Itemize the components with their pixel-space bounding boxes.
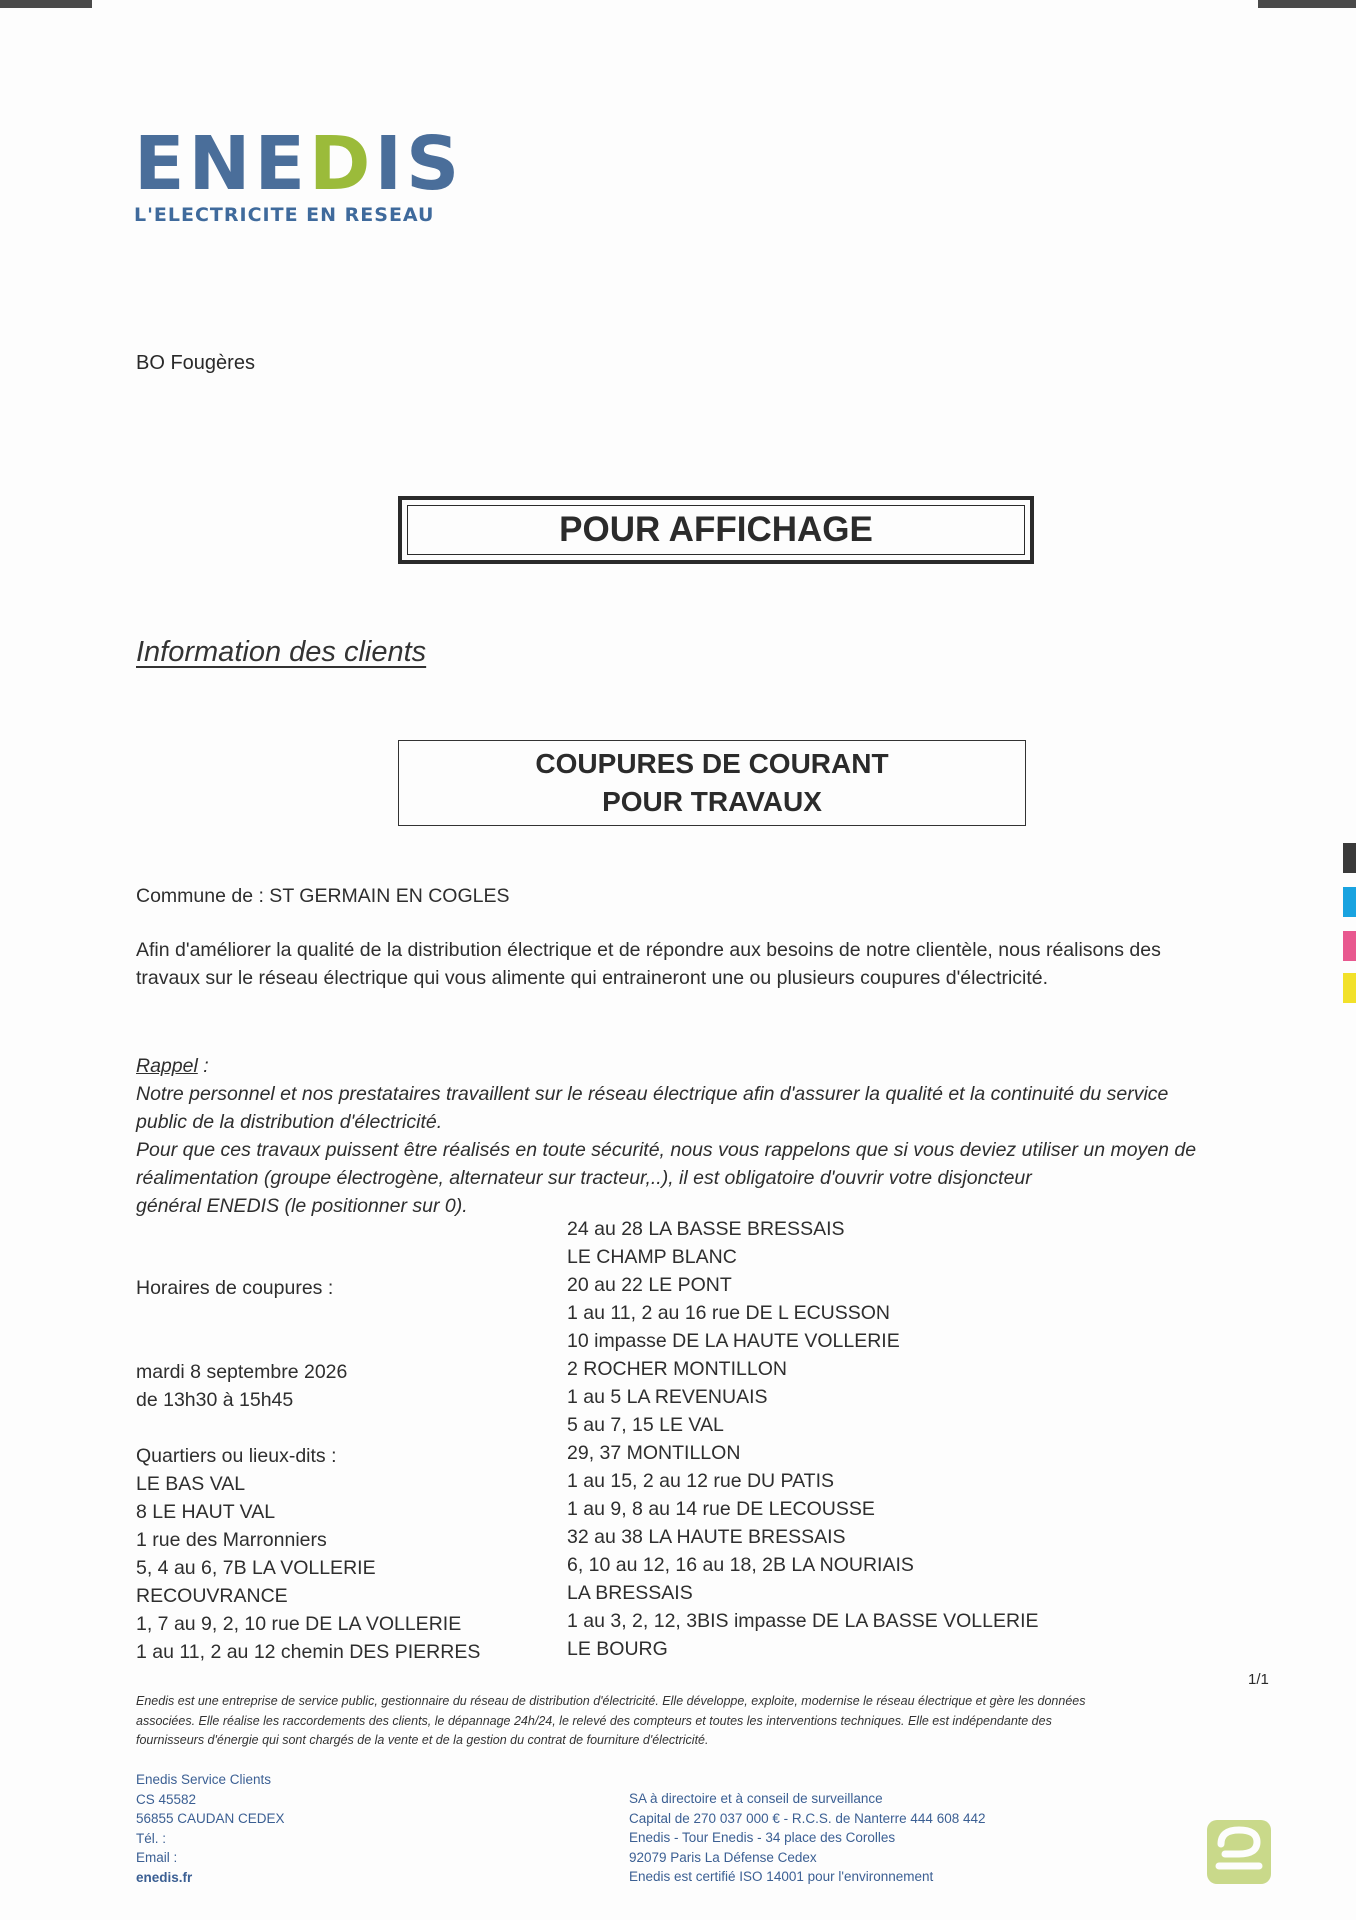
intro-line: travaux sur le réseau électrique qui vous alimente qui entraineront une ou plusieurs coupures d'électricité. <box>136 967 1049 989</box>
intro-paragraph <box>136 936 1276 992</box>
list-item: 5 au 7, 15 LE VAL <box>567 1414 724 1436</box>
rappel-line: réalimentation (groupe électrogène, alternateur sur tracteur,..), il est obligatoire d'ouvrir votre disjoncteur <box>136 1167 1032 1189</box>
footer-line: SA à directoire et à conseil de surveillance <box>629 1791 883 1806</box>
color-mark-yellow <box>1343 973 1356 1003</box>
footer-line: Enedis est certifié ISO 14001 pour l'environnement <box>629 1869 934 1884</box>
info-title: Information des clients <box>136 636 427 668</box>
banner-box <box>398 496 1034 564</box>
color-mark-magenta <box>1343 931 1356 961</box>
scan-mark-right <box>1258 0 1356 8</box>
color-mark-black <box>1343 843 1356 873</box>
footer-website: enedis.fr <box>136 1869 193 1885</box>
list-item: 1 au 3, 2, 12, 3BIS impasse DE LA BASSE VOLLERIE <box>567 1610 1039 1632</box>
notice-title-line1: COUPURES DE COURANT <box>535 748 889 779</box>
list-item: 1, 7 au 9, 2, 10 rue DE LA VOLLERIE <box>136 1613 462 1635</box>
page-number: 1/1 <box>1248 1671 1269 1688</box>
rappel-line: général ENEDIS (le positionner sur 0). <box>136 1195 468 1217</box>
enedis-e-icon <box>1205 1818 1273 1891</box>
footer-contact <box>136 1770 285 1887</box>
enedis-logo <box>134 121 464 226</box>
list-item: LA BRESSAIS <box>567 1582 693 1604</box>
intro-line: Afin d'améliorer la qualité de la distribution électrique et de répondre aux besoins de notre clientèle, nous réalisons des <box>136 939 1161 961</box>
schedule-date: mardi 8 septembre 2026 <box>136 1361 348 1383</box>
list-item: 1 rue des Marronniers <box>136 1529 327 1551</box>
list-item: LE CHAMP BLANC <box>567 1246 737 1268</box>
list-item: 1 au 15, 2 au 12 rue DU PATIS <box>567 1470 835 1492</box>
footer-line: Enedis - Tour Enedis - 34 place des Corolles <box>629 1830 896 1845</box>
list-item: LE BAS VAL <box>136 1473 246 1495</box>
legal-notice <box>136 1692 1276 1751</box>
legal-line: fournisseurs d'énergie qui sont chargés de la vente et de la gestion du contrat de fourniture d'électricité. <box>136 1733 709 1747</box>
rappel-paragraph: Rappel : Notre personnel et nos prestataires travaillent sur le réseau électrique afin d'assurer la qualité et la continuité du service public de la distribution d'électricité. Pour que ces travaux puissent être réalisés en toute sécurité, nous vous rappelons que si vous deviez utiliser un moyen de réalimentation (groupe électrogène, alternateur sur tracteur,..), il est obligatoire d'ouvrir votre disjoncteur général ENEDIS (le positionner sur 0). <box>136 1052 1286 1220</box>
rappel-line: public de la distribution d'électricité. <box>136 1111 443 1133</box>
footer-line: Enedis Service Clients <box>136 1772 272 1787</box>
list-item: LE BOURG <box>567 1638 668 1660</box>
places-label: Quartiers ou lieux-dits : <box>136 1445 337 1467</box>
logo-wordmark: ENEDIS <box>134 121 464 207</box>
list-item: 2 ROCHER MONTILLON <box>567 1358 787 1380</box>
legal-line: Enedis est une entreprise de service public, gestionnaire du réseau de distribution d'électricité. Elle développe, exploite, modernise le réseau électrique et gère les données <box>136 1694 1086 1708</box>
list-item: 1 au 11, 2 au 16 rue DE L ECUSSON <box>567 1302 891 1324</box>
schedule-label: Horaires de coupures : <box>136 1277 334 1299</box>
rappel-line: Notre personnel et nos prestataires travaillent sur le réseau électrique afin d'assurer la qualité et la continuité du service <box>136 1083 1169 1105</box>
rappel-title: Rappel <box>136 1055 198 1077</box>
rappel-line: Pour que ces travaux puissent être réalisés en toute sécurité, nous vous rappelons que si vous deviez utiliser un moyen de <box>136 1139 1197 1161</box>
footer-line: Tél. : <box>136 1830 167 1846</box>
office-name: BO Fougères <box>136 352 255 374</box>
banner-text: POUR AFFICHAGE <box>407 505 1025 555</box>
notice-title-line2: POUR TRAVAUX <box>602 786 822 817</box>
list-item: 1 au 11, 2 au 12 chemin DES PIERRES <box>136 1641 481 1663</box>
list-item: 1 au 5 LA REVENUAIS <box>567 1386 768 1408</box>
footer-line: CS 45582 <box>136 1791 197 1807</box>
notice-title-box <box>398 740 1026 826</box>
places-right-column <box>567 1215 1039 1663</box>
footer-line: 92079 Paris La Défense Cedex <box>629 1849 817 1865</box>
list-item: 24 au 28 LA BASSE BRESSAIS <box>567 1218 845 1240</box>
footer-line: 56855 CAUDAN CEDEX <box>136 1811 285 1826</box>
color-mark-cyan <box>1343 887 1356 917</box>
legal-line: associées. Elle réalise les raccordements des clients, le dépannage 24h/24, le relevé des compteurs et toutes les interventions techniques. Elle est indépendante des <box>136 1713 1052 1728</box>
list-item: RECOUVRANCE <box>136 1585 288 1607</box>
list-item: 32 au 38 LA HAUTE BRESSAIS <box>567 1526 846 1548</box>
list-item: 8 LE HAUT VAL <box>136 1501 276 1523</box>
footer-line: Email : <box>136 1850 178 1865</box>
schedule-time: de 13h30 à 15h45 <box>136 1389 294 1411</box>
list-item: 29, 37 MONTILLON <box>567 1442 741 1464</box>
logo-tagline: L'ELECTRICITE EN RESEAU <box>134 204 435 226</box>
scan-mark-left <box>0 0 92 8</box>
footer-line: Capital de 270 037 000 € - R.C.S. de Nanterre 444 608 442 <box>629 1810 986 1826</box>
list-item: 1 au 9, 8 au 14 rue DE LECOUSSE <box>567 1498 875 1520</box>
footer-company-info <box>629 1789 986 1887</box>
list-item: 6, 10 au 12, 16 au 18, 2B LA NOURIAIS <box>567 1554 914 1576</box>
list-item: 10 impasse DE LA HAUTE VOLLERIE <box>567 1330 900 1352</box>
list-item: 20 au 22 LE PONT <box>567 1274 732 1296</box>
schedule-column <box>136 1274 480 1666</box>
list-item: 5, 4 au 6, 7B LA VOLLERIE <box>136 1557 376 1579</box>
commune: Commune de : ST GERMAIN EN COGLES <box>136 885 510 907</box>
